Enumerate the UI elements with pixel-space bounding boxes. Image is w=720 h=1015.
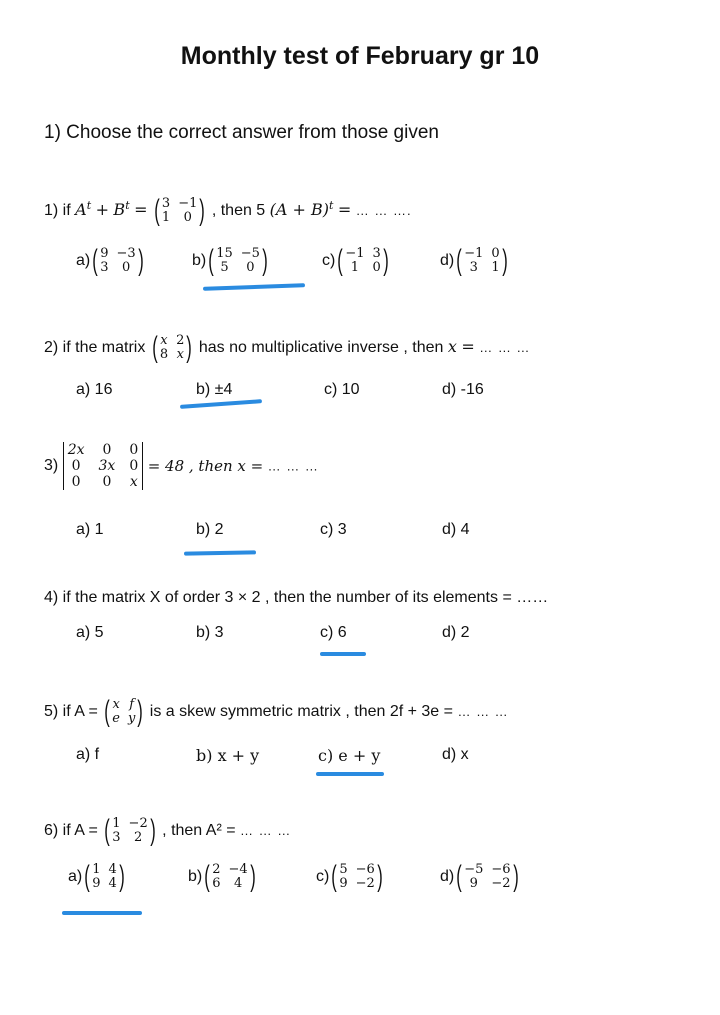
question-2: 2) if the matrix ( x 2 8 x ) has no multiplicative inverse , then x = … … … <box>44 331 531 364</box>
q6-matrix: ( 1 −2 3 2 ) <box>104 814 156 847</box>
q1-option-d[interactable]: d)( −1 0 3 1 ) <box>440 244 508 277</box>
q2-option-c[interactable]: c) 10 <box>324 381 360 398</box>
q1-option-c[interactable]: c)( −1 3 1 0 ) <box>322 244 389 277</box>
q4-answer-underline <box>320 652 366 656</box>
q3-option-a[interactable]: a) 1 <box>76 521 104 538</box>
q3-option-c[interactable]: c) 3 <box>320 521 347 538</box>
q2-option-b[interactable]: b) ±4 <box>196 381 233 398</box>
q6-option-a[interactable]: a)( 1 4 9 4 ) <box>68 860 125 893</box>
q1-matrix: ( 3 −1 1 0 ) <box>154 194 206 227</box>
q6-answer-underline <box>62 911 142 915</box>
q3-answer-underline <box>184 550 256 555</box>
q5-option-d[interactable]: d) x <box>442 746 469 763</box>
question-4: 4) if the matrix X of order 3 × 2 , then the number of its elements = …… <box>44 589 549 606</box>
q2-option-d[interactable]: d) -16 <box>442 381 484 398</box>
question-1: 1) if $A^t + B^t$ = ( 3 −1 1 0 ) , then 5 $(A + B)^t$ = … … …. <box>44 194 412 227</box>
q5-answer-underline <box>316 772 384 776</box>
q4-option-b[interactable]: b) 3 <box>196 624 224 641</box>
q5-option-a[interactable]: a) f <box>76 746 100 763</box>
q6-option-c[interactable]: c)( 5 −6 9 −2 ) <box>316 860 383 893</box>
q1-prefix: 1) if <box>44 202 71 220</box>
q2-option-a[interactable]: a) 16 <box>76 381 113 398</box>
q6-option-b[interactable]: b)( 2 −4 6 4 ) <box>188 860 256 893</box>
q4-option-c[interactable]: c) 6 <box>320 624 347 641</box>
q5-matrix: ( x f e y ) <box>104 695 144 728</box>
question-5: 5) if A = ( x f e y ) is a skew symmetric matrix , then 2f + 3e = … … … <box>44 695 509 728</box>
question-3: 3) 2x 0 0 0 3x 0 0 0 x = 48 , then x = … … … <box>44 442 319 490</box>
question-6: 6) if A = ( 1 −2 3 2 ) , then A² = … … … <box>44 814 292 847</box>
q4-option-a[interactable]: a) 5 <box>76 624 104 641</box>
q3-option-b[interactable]: b) 2 <box>196 521 224 538</box>
q5-option-b[interactable]: b) x + y <box>196 746 260 765</box>
q1-option-a[interactable]: a)( 9 −3 3 0 ) <box>76 244 144 277</box>
q4-option-d[interactable]: d) 2 <box>442 624 470 641</box>
instruction: 1) Choose the correct answer from those given <box>44 122 439 143</box>
q1-option-b[interactable]: b)( 15 −5 5 0 ) <box>192 244 268 277</box>
page-title: Monthly test of February gr 10 <box>180 42 540 70</box>
q2-matrix: ( x 2 8 x ) <box>152 331 193 364</box>
q3-determinant: 2x 0 0 0 3x 0 0 0 x <box>63 442 144 490</box>
q6-option-d[interactable]: d)( −5 −6 9 −2 ) <box>440 860 519 893</box>
q5-option-c[interactable]: c) e + y <box>318 746 381 765</box>
q2-answer-underline <box>180 399 262 409</box>
q3-option-d[interactable]: d) 4 <box>442 521 470 538</box>
q1-answer-underline <box>203 283 305 291</box>
